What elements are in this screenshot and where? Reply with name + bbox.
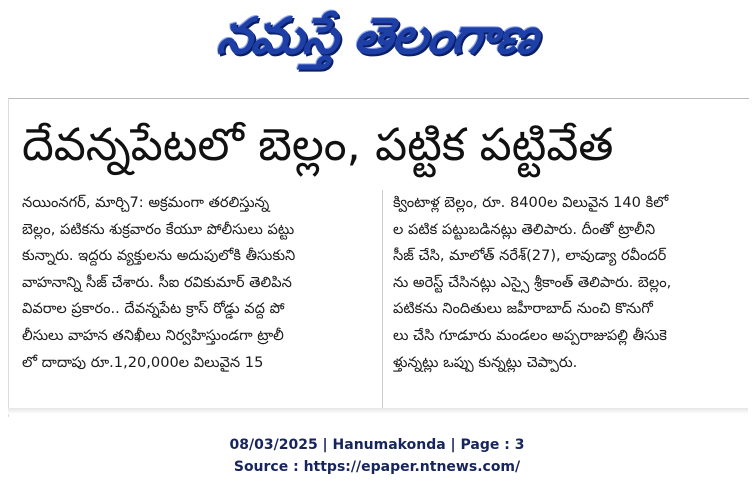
footer-source-link[interactable]: Source : https://epaper.ntnews.com/ xyxy=(233,459,521,475)
article-text-line: ను అరెస్ట్ చేసినట్లు ఎస్సై శ్రీకాంత్ తెలిపారు. బెల్లం, xyxy=(393,273,672,291)
article-text-line: వివరాల ప్రకారం.. దేవన్నపేట క్రాస్ రోడ్డు వద్ద పో xyxy=(22,300,285,318)
article-left-column xyxy=(22,190,374,390)
column-divider xyxy=(382,190,383,410)
clipping-cut-edge xyxy=(8,408,748,414)
article-text-line: ళ్తున్నట్లు ఒప్పు కున్నట్లు చెప్పారు. xyxy=(393,353,578,371)
article-text-line: పటికను నిందితులు జహీరాబాద్ నుంచి కొనుగో xyxy=(393,300,653,318)
article-text-line: వాహనాన్ని సీజ్ చేశారు. సీఐ రవికుమార్ తెలిపిన xyxy=(22,273,292,291)
article-text-line: నయింనగర్, మార్చి7: అక్రమంగా తరలిస్తున్న xyxy=(22,194,270,211)
article-headline: దేవన్నపేటలో బెల్లం, పట్టిక పట్టివేత xyxy=(22,118,614,171)
article-text-line: బెల్లం, పటికను శుక్రవారం కేయూ పోలీసులు పట్టు xyxy=(22,220,295,238)
newspaper-logo: నమస్తే తెలంగాణ xyxy=(214,6,542,65)
footer xyxy=(0,434,754,478)
article-text-line: ల పటిక పట్టుబడినట్లు తెలిపారు. దీంతో ట్రాలీని xyxy=(393,220,656,238)
article-right-column xyxy=(393,190,743,390)
article-text-line: లో దాదాపు రూ.1,20,000ల విలువైన 15 xyxy=(22,353,264,371)
masthead xyxy=(0,0,754,84)
footer-edition-info: 08/03/2025 | Hanumakonda | Page : 3 xyxy=(229,437,525,453)
article-text-line: లు చేసి గూడూరు మండలం అప్పరాజుపల్లి తీసుకె xyxy=(393,326,667,344)
article-text-line: సీజ్ చేసి, మాలోత్ నరేశ్(27), లావుడ్యా రవీందర్ xyxy=(393,247,667,265)
article-text-line: కున్నారు. ఇద్దరు వ్యక్తులను అదుపులోకి తీసుకుని xyxy=(22,247,296,265)
article-text-line: క్వింటాళ్ల బెల్లం, రూ. 8400ల విలువైన 140 కిలో xyxy=(393,194,669,211)
article-text-line: లీసులు వాహన తనిఖీలు నిర్వహిస్తుండగా ట్రాలీ xyxy=(22,326,284,344)
